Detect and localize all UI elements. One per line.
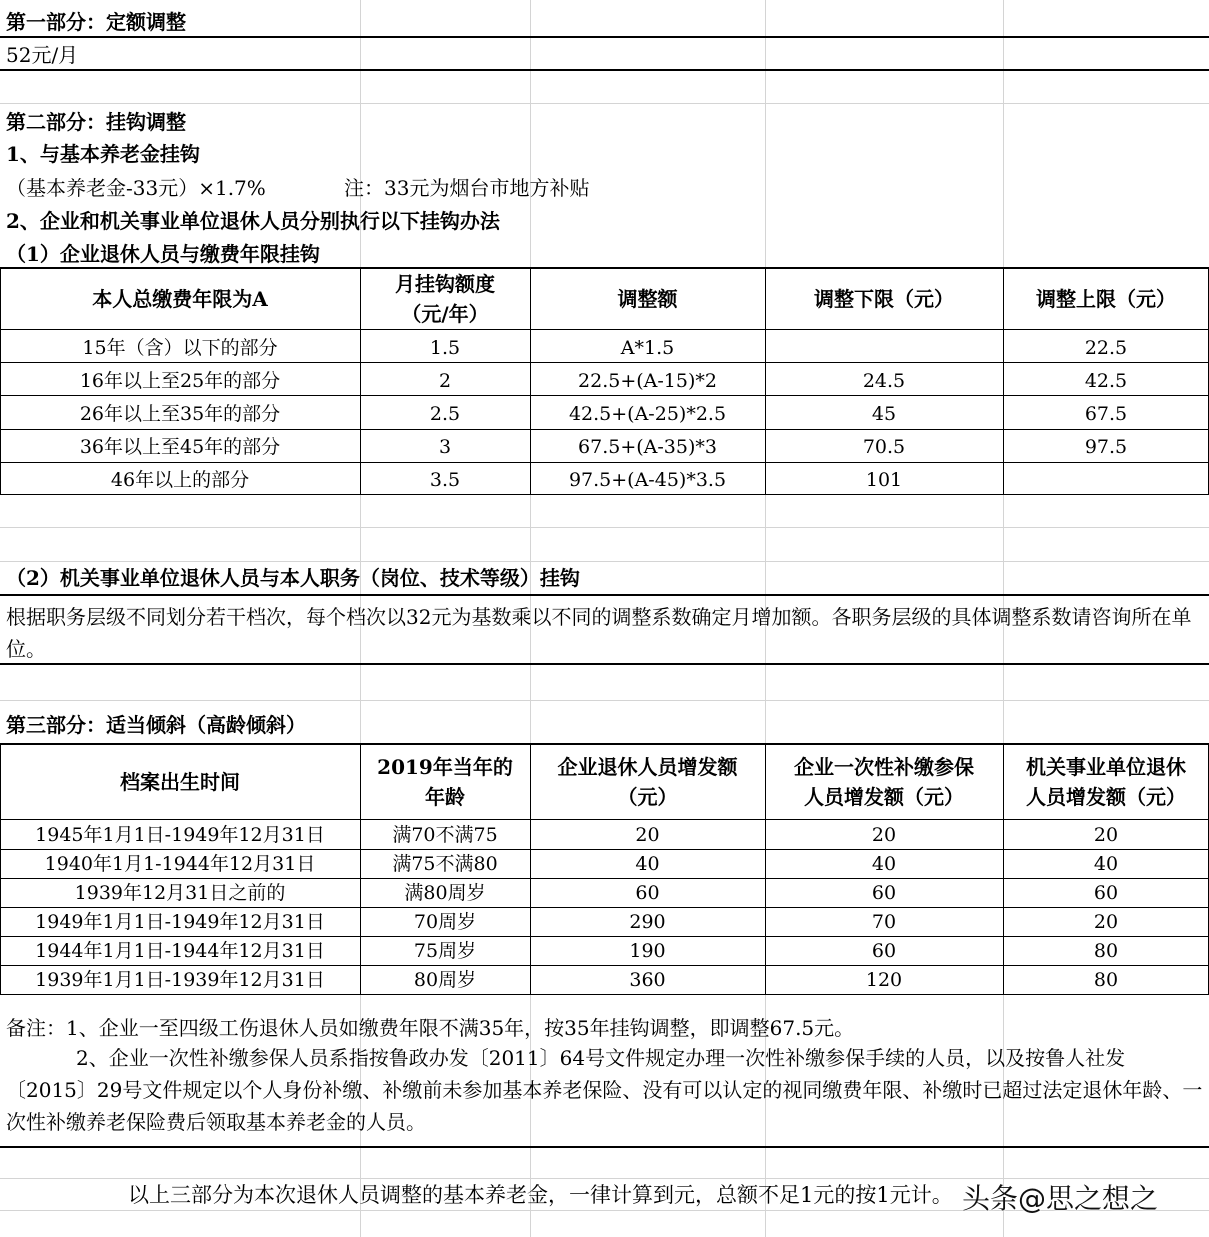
table-cell: 2.5 (429, 403, 461, 425)
table-cell: 45 (871, 403, 897, 425)
table-cell: 70.5 (862, 436, 906, 458)
table1-header: 调整额 (617, 287, 678, 311)
table-cell: 120 (865, 969, 903, 991)
gridline (0, 561, 1209, 562)
part1-value: 52元/月 (6, 43, 79, 67)
part2-sub2a-title: （1）企业退休人员与缴费年限挂钩 (6, 242, 320, 266)
table2-header: 企业一次性补缴参保 人员增发额（元） (794, 755, 974, 809)
table-cell: 75周岁 (413, 940, 477, 962)
table-cell: 满75不满80 (392, 853, 498, 875)
table-cell: 80 (1093, 969, 1119, 991)
table-cell: 360 (629, 969, 666, 991)
footer-text: 以上三部分为本次退休人员调整的基本养老金，一律计算到元，总额不足1元的按1元计。 (128, 1183, 953, 1207)
part2-sub2b-title: （2）机关事业单位退休人员与本人职务（岗位、技术等级）挂钩 (6, 566, 580, 590)
table-cell: 满80周岁 (404, 882, 486, 904)
table-cell: 46年以上的部分 (110, 469, 250, 491)
table-cell: 1944年1月1日-1944年12月31日 (35, 940, 325, 962)
table-cell: 80周岁 (413, 969, 477, 991)
watermark: 头条@思之想之 (962, 1182, 1159, 1215)
table-cell: 1.5 (429, 337, 461, 359)
part2-sub1-note: 注：33元为烟台市地方补贴 (344, 176, 590, 200)
table-border (0, 819, 1209, 820)
divider (0, 69, 1209, 71)
table-cell: 70 (871, 911, 897, 933)
table-cell: 97.5 (1084, 436, 1128, 458)
table-cell: 40 (871, 853, 897, 875)
part2-sub2-title: 2、企业和机关事业单位退休人员分别执行以下挂钩办法 (6, 209, 500, 233)
table-cell: 16年以上至25年的部分 (79, 370, 281, 392)
part2-sub2b-text: 根据职务层级不同划分若干档次，每个档次以32元为基数乘以不同的调整系数确定月增加额。各职务层级的具体调整系数请咨询所在单位。 (6, 605, 1192, 661)
table-cell: 60 (1093, 882, 1119, 904)
part2-title: 第二部分：挂钩调整 (6, 110, 186, 134)
table2-header: 企业退休人员增发额 （元） (557, 755, 738, 809)
table-cell: 67.5 (1084, 403, 1128, 425)
table-cell (1003, 465, 1209, 495)
part1-title: 第一部分：定额调整 (6, 10, 186, 34)
part2-sub1-formula: （基本养老金-33元）×1.7% (6, 176, 266, 200)
table-cell: 20 (1093, 824, 1119, 846)
table-cell: 101 (865, 469, 903, 491)
table-cell: 60 (871, 882, 897, 904)
table-cell: 20 (871, 824, 897, 846)
table1-header: 调整下限（元） (814, 287, 954, 311)
table-cell: 3 (438, 436, 452, 458)
table-cell: 2 (438, 370, 452, 392)
table-cell: 70周岁 (413, 911, 477, 933)
part2-sub1-title: 1、与基本养老金挂钩 (6, 142, 200, 166)
table-cell: 22.5+(A-15)*2 (578, 370, 717, 392)
table-border (0, 994, 1209, 995)
divider (0, 1146, 1209, 1148)
part3-title: 第三部分：适当倾斜（高龄倾斜） (6, 713, 306, 737)
table-cell: 15年（含）以下的部分 (82, 337, 278, 359)
table-cell: 42.5+(A-25)*2.5 (568, 403, 727, 425)
note-1: 备注：1、企业一至四级工伤退休人员如缴费年限不满35年，按35年挂钩调整，即调整67.5元。 (6, 1016, 855, 1040)
table2-header: 档案出生时间 (120, 770, 240, 794)
table-cell: 40 (635, 853, 660, 875)
table-cell: 22.5 (1084, 337, 1128, 359)
table-cell: 1939年12月31日之前的 (74, 882, 286, 904)
table-cell: 97.5+(A-45)*3.5 (568, 469, 727, 491)
table1-header: 月挂钩额度 （元/年） (395, 272, 495, 326)
table-border (0, 329, 1209, 330)
table-cell: 36年以上至45年的部分 (79, 436, 281, 458)
table-border (0, 429, 1209, 430)
note-2: 2、企业一次性补缴参保人员系指按鲁政办发〔2011〕64号文件规定办理一次性补缴参保手续的人员，以及按鲁人社发〔2015〕29号文件规定以个人身份补缴、补缴前未参加基本养老保险、没有可以认定的视同缴费年限、补缴时已超过法定退休年龄、一次性补缴养老保险费后领取基本养老金的人员。 (6, 1046, 1203, 1134)
table-cell: 20 (635, 824, 660, 846)
table-cell: 1939年1月1日-1939年12月31日 (35, 969, 325, 991)
table1-header: 本人总缴费年限为A (92, 287, 268, 311)
table-cell: 190 (629, 940, 666, 962)
divider (0, 36, 1209, 38)
table-cell: 20 (1093, 911, 1119, 933)
table-cell: 1949年1月1日-1949年12月31日 (35, 911, 325, 933)
table-cell: A*1.5 (620, 337, 675, 359)
table-cell: 290 (629, 911, 666, 933)
table-cell: 满70不满75 (392, 824, 498, 846)
table-cell: 60 (871, 940, 897, 962)
table-cell: 3.5 (429, 469, 461, 491)
table-cell: 26年以上至35年的部分 (79, 403, 281, 425)
table1-header: 调整上限（元） (1036, 287, 1176, 311)
table-cell: 24.5 (862, 370, 906, 392)
table2-header: 2019年当年的 年龄 (377, 755, 513, 809)
table-cell: 1945年1月1日-1949年12月31日 (35, 824, 325, 846)
gridline (0, 700, 1209, 701)
table-cell: 80 (1093, 940, 1119, 962)
table-cell: 67.5+(A-35)*3 (578, 436, 717, 458)
divider (0, 594, 1209, 596)
table-cell: 42.5 (1084, 370, 1128, 392)
table-border (0, 462, 1209, 463)
gridline (0, 527, 1209, 528)
table-cell: 60 (635, 882, 660, 904)
table-cell (765, 333, 1003, 363)
table2-header: 机关事业单位退休 人员增发额（元） (1026, 755, 1186, 809)
divider (0, 663, 1209, 665)
gridline (0, 103, 1209, 104)
table-cell: 40 (1093, 853, 1119, 875)
table-cell: 1940年1月1-1944年12月31日 (44, 853, 316, 875)
